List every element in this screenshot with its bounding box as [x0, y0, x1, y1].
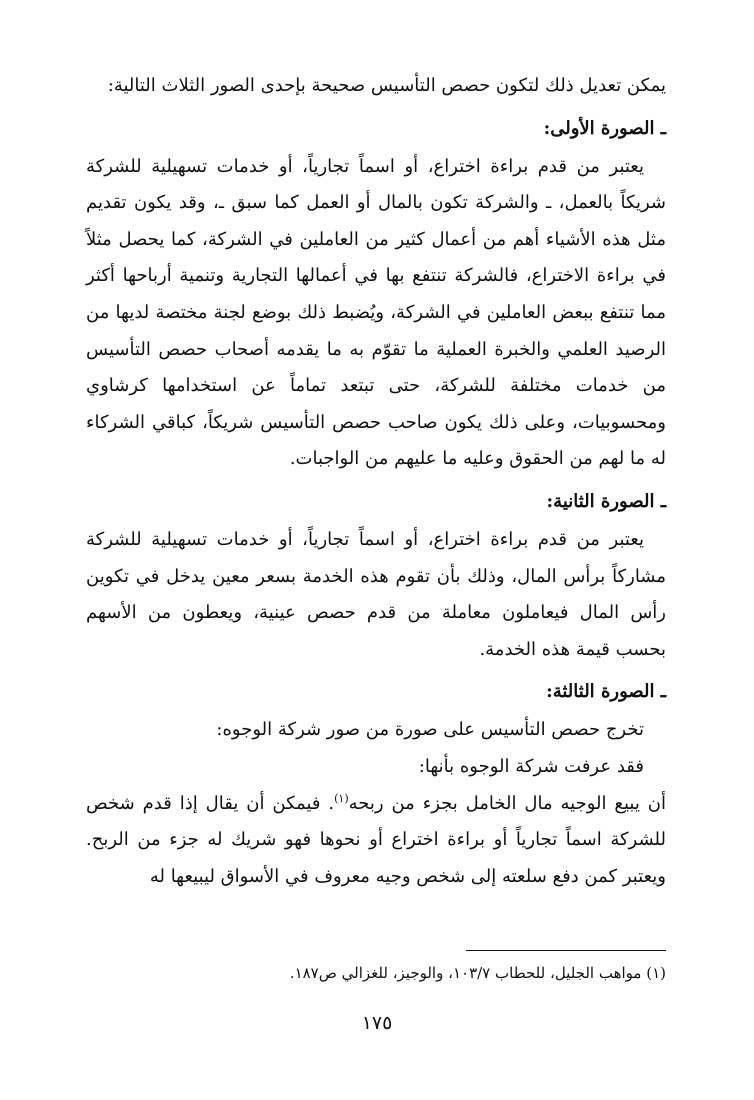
section-1-body: يعتبر من قدم براءة اختراع، أو اسماً تجارياً، أو خدمات تسهيلية للشركة شريكاً بالعمل، ـ والشركة تكون بالمال أو العمل كما سبق ـ، وقد يكون تقديم مثل هذه الأشياء أهم من أعمال كثير من العاملين في الشركة، كما يحصل مثلاً في براءة الاختراع، فالشركة تنتفع بها في أعمالها التجارية وتنمية أرباحها أكثر مما تنتفع ببعض العاملين في الشركة، ويُضبط ذلك بوضع لجنة مختصة لديها من الرصيد العلمي والخبرة العملية ما تقوّم به ما يقدمه أصحاب حصص التأسيس من خدمات مختلفة للشركة، حتى تبتعد تماماً عن استخدامها كرشاوي ومحسوبيات، وعلى ذلك يكون صاحب حصص التأسيس شريكاً، كباقي الشركاء له ما لهم من الحقوق وعليه ما عليهم من الواجبات.: [86, 155, 666, 470]
section-3-heading: ـ الصورة الثالثة:: [546, 681, 666, 703]
section-2-body: يعتبر من قدم براءة اختراع، أو اسماً تجارياً، أو خدمات تسهيلية للشركة مشاركاً برأس المال، وذلك بأن تقوم هذه الخدمة بسعر معين يدخل في تكوين رأس المال فيعاملون معاملة من قدم حصص عينية، ويعطون من الأسهم بحسب قيمة هذه الخدمة.: [86, 528, 666, 660]
section-1-heading: ـ الصورة الأولى:: [543, 117, 666, 139]
page-number: ١٧٥: [361, 1012, 393, 1034]
section-3-line-1: تخرج حصص التأسيس على صورة من صور شركة الوجوه:: [216, 719, 644, 741]
footnote-marker: (١): [334, 791, 349, 805]
footnote: (١) مواهب الجليل، للحطاب ١٠٣/٧، والوجيز، للغزالي ص١٨٧.: [289, 964, 666, 982]
intro-paragraph: يمكن تعديل ذلك لتكون حصص التأسيس صحيحة بإحدى الصور الثلاث التالية:: [107, 75, 666, 96]
section-3-body-rest: . فيمكن أن يقال إذا قدم شخص للشركة اسماً تجارياً أو براءة اختراع أو نحوها فهو شريك له جزء من الربح. ويعتبر كمن دفع سلعته إلى شخص وجيه معروف في الأسواق ليبيعها له: [86, 792, 666, 887]
section-3-line-2: فقد عرفت شركة الوجوه بأنها:: [418, 755, 644, 777]
footnote-divider: [466, 950, 666, 951]
section-3-body-start: أن يبيع الوجيه مال الخامل بجزء من ربحه: [348, 792, 666, 814]
section-2-heading: ـ الصورة الثانية:: [546, 490, 666, 512]
section-3-body: [86, 786, 666, 896]
